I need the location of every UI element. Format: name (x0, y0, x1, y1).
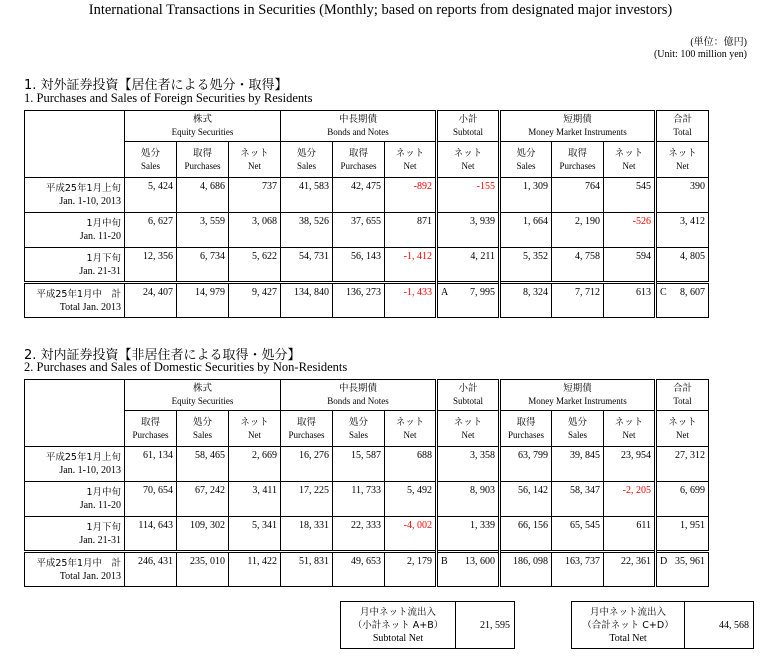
col-header-purchases: 取得 Purchases (125, 411, 177, 447)
cell-value: 1, 339 (437, 517, 500, 552)
cell-value: 1, 664 (500, 213, 552, 248)
cell-value: 3, 068 (229, 213, 281, 248)
cell-value: 49, 653 (333, 552, 385, 587)
cell-value: 23, 954 (604, 447, 656, 482)
cell-value: A 7, 995 (437, 283, 500, 318)
cell-value: -4, 002 (385, 517, 437, 552)
col-header-net: ネット Net (604, 411, 656, 447)
section2-title-en: 2. Purchases and Sales of Domestic Securities by Non-Residents (24, 360, 348, 374)
cell-value: 22, 361 (604, 552, 656, 587)
total-net-value: 44, 568 (685, 602, 754, 649)
cell-value: 11, 422 (229, 552, 281, 587)
cell-value: 11, 733 (333, 482, 385, 517)
cell-value: C 8, 607 (656, 283, 709, 318)
cell-value: 61, 134 (125, 447, 177, 482)
cell-value: 611 (604, 517, 656, 552)
section1-title-en: 1. Purchases and Sales of Foreign Securities by Residents (24, 91, 313, 105)
cell-value: 4, 805 (656, 248, 709, 283)
cell-value: 3, 411 (229, 482, 281, 517)
cell-value: 3, 358 (437, 447, 500, 482)
col-header-sales: 処分 Sales (125, 142, 177, 178)
cell-value: 871 (385, 213, 437, 248)
col-header-net: ネット Net (437, 142, 500, 178)
section2-title-ja: 2. 対内証券投資【非居住者による取得・処分】 (24, 348, 301, 363)
col-header-net: ネット Net (656, 142, 709, 178)
table-row (25, 178, 709, 213)
col-header-sales: 処分 Sales (500, 142, 552, 178)
section1-title-ja: 1. 対外証券投資【居住者による処分・取得】 (24, 78, 288, 93)
equity-header: 株式 Equity Securities (125, 111, 281, 142)
col-header-sales: 処分 Sales (281, 142, 333, 178)
page-title: International Transactions in Securities (Monthly; based on reports from designated major investors) (88, 2, 673, 18)
cell-value: 67, 242 (177, 482, 229, 517)
cell-value: 42, 475 (333, 178, 385, 213)
cell-value: 37, 655 (333, 213, 385, 248)
total-header: 合計 Total (656, 380, 709, 411)
cell-value: 186, 098 (500, 552, 552, 587)
cell-value: 134, 840 (281, 283, 333, 318)
col-header-net: ネット Net (656, 411, 709, 447)
cell-value: 4, 758 (552, 248, 604, 283)
cell-value: 3, 559 (177, 213, 229, 248)
cell-value: 764 (552, 178, 604, 213)
cell-value: -2, 205 (604, 482, 656, 517)
cell-value: 737 (229, 178, 281, 213)
cell-value: 15, 587 (333, 447, 385, 482)
row-label: 平成25年1月中 計 Total Jan. 2013 (25, 283, 125, 318)
subtotal-net-label: 月中ネット流出入 （小計ネット A+B） Subtotal Net (341, 602, 456, 649)
cell-value: B 13, 600 (437, 552, 500, 587)
cell-value: 5, 492 (385, 482, 437, 517)
table-row (25, 213, 709, 248)
row-label: 1月中旬 Jan. 11-20 (25, 213, 125, 248)
subtotal-net-value: 21, 595 (456, 602, 515, 649)
total-net-label: 月中ネット流出入 （合計ネット C+D） Total Net (572, 602, 685, 649)
cell-value: 2, 190 (552, 213, 604, 248)
col-header-sales: 処分 Sales (552, 411, 604, 447)
domestic-securities-table (24, 379, 709, 587)
cell-value: 58, 347 (552, 482, 604, 517)
cell-value: 58, 465 (177, 447, 229, 482)
cell-value: 594 (604, 248, 656, 283)
col-header-net: ネット Net (229, 411, 281, 447)
row-label: 平成25年1月上旬 Jan. 1-10, 2013 (25, 447, 125, 482)
cell-value: 688 (385, 447, 437, 482)
col-header-net: ネット Net (437, 411, 500, 447)
total-header: 合計 Total (656, 111, 709, 142)
row-label: 平成25年1月上旬 Jan. 1-10, 2013 (25, 178, 125, 213)
cell-value: 114, 643 (125, 517, 177, 552)
col-header-purchases: 取得 Purchases (333, 142, 385, 178)
cell-value: 1, 951 (656, 517, 709, 552)
cell-value: 16, 276 (281, 447, 333, 482)
cell-value: 1, 309 (500, 178, 552, 213)
cell-value: -1, 433 (385, 283, 437, 318)
cell-value: 39, 845 (552, 447, 604, 482)
cell-value: 65, 545 (552, 517, 604, 552)
col-header-net: ネット Net (385, 411, 437, 447)
unit-label-en: (Unit: 100 million yen) (653, 49, 747, 60)
cell-value: 22, 333 (333, 517, 385, 552)
row-label: 1月下旬 Jan. 21-31 (25, 517, 125, 552)
row-label-header (25, 380, 125, 447)
cell-value: 390 (656, 178, 709, 213)
row-label: 1月下旬 Jan. 21-31 (25, 248, 125, 283)
row-label: 平成25年1月中 計 Total Jan. 2013 (25, 552, 125, 587)
col-header-purchases: 取得 Purchases (177, 142, 229, 178)
cell-value: 6, 699 (656, 482, 709, 517)
cell-value: 38, 526 (281, 213, 333, 248)
cell-value: 6, 627 (125, 213, 177, 248)
cell-value: 7, 712 (552, 283, 604, 318)
col-header-net: ネット Net (229, 142, 281, 178)
cell-value: 545 (604, 178, 656, 213)
row-label-header (25, 111, 125, 178)
table-row (25, 482, 709, 517)
total-net-summary (571, 601, 754, 649)
cell-value: 136, 273 (333, 283, 385, 318)
col-header-net: ネット Net (604, 142, 656, 178)
col-header-net: ネット Net (385, 142, 437, 178)
cell-value: 235, 010 (177, 552, 229, 587)
cell-value: 24, 407 (125, 283, 177, 318)
subtotal-net-summary (340, 601, 515, 649)
col-header-purchases: 取得 Purchases (500, 411, 552, 447)
col-header-purchases: 取得 Purchases (281, 411, 333, 447)
cell-value: 613 (604, 283, 656, 318)
subtotal-header: 小計 Subtotal (437, 111, 500, 142)
cell-value: 17, 225 (281, 482, 333, 517)
table-row (25, 283, 709, 318)
cell-value: 8, 903 (437, 482, 500, 517)
cell-value: 8, 324 (500, 283, 552, 318)
cell-value: 54, 731 (281, 248, 333, 283)
foreign-securities-table (24, 110, 709, 318)
cell-value: 4, 686 (177, 178, 229, 213)
cell-value: D 35, 961 (656, 552, 709, 587)
cell-value: 5, 622 (229, 248, 281, 283)
cell-value: 56, 142 (500, 482, 552, 517)
cell-value: 6, 734 (177, 248, 229, 283)
cell-value: 5, 424 (125, 178, 177, 213)
cell-value: 27, 312 (656, 447, 709, 482)
cell-value: -892 (385, 178, 437, 213)
equity-header: 株式 Equity Securities (125, 380, 281, 411)
cell-value: 41, 583 (281, 178, 333, 213)
col-header-sales: 処分 Sales (177, 411, 229, 447)
cell-value: -526 (604, 213, 656, 248)
mmi-header: 短期債 Money Market Instruments (500, 380, 656, 411)
subtotal-header: 小計 Subtotal (437, 380, 500, 411)
cell-value: 2, 179 (385, 552, 437, 587)
cell-value: 56, 143 (333, 248, 385, 283)
cell-value: 3, 939 (437, 213, 500, 248)
cell-value: 51, 831 (281, 552, 333, 587)
table-row (25, 248, 709, 283)
cell-value: 70, 654 (125, 482, 177, 517)
col-header-sales: 処分 Sales (333, 411, 385, 447)
cell-value: 66, 156 (500, 517, 552, 552)
row-label: 1月中旬 Jan. 11-20 (25, 482, 125, 517)
cell-value: 14, 979 (177, 283, 229, 318)
cell-value: 4, 211 (437, 248, 500, 283)
cell-value: -155 (437, 178, 500, 213)
cell-value: 163, 737 (552, 552, 604, 587)
bonds-header: 中長期債 Bonds and Notes (281, 111, 437, 142)
cell-value: 5, 341 (229, 517, 281, 552)
cell-value: 2, 669 (229, 447, 281, 482)
unit-label-ja: (単位：億円) (690, 37, 747, 48)
cell-value: 3, 412 (656, 213, 709, 248)
cell-value: 63, 799 (500, 447, 552, 482)
cell-value: 109, 302 (177, 517, 229, 552)
cell-value: 5, 352 (500, 248, 552, 283)
mmi-header: 短期債 Money Market Instruments (500, 111, 656, 142)
col-header-purchases: 取得 Purchases (552, 142, 604, 178)
bonds-header: 中長期債 Bonds and Notes (281, 380, 437, 411)
cell-value: 12, 356 (125, 248, 177, 283)
table-row (25, 447, 709, 482)
table-row (25, 552, 709, 587)
cell-value: 18, 331 (281, 517, 333, 552)
cell-value: -1, 412 (385, 248, 437, 283)
cell-value: 246, 431 (125, 552, 177, 587)
cell-value: 9, 427 (229, 283, 281, 318)
table-row (25, 517, 709, 552)
